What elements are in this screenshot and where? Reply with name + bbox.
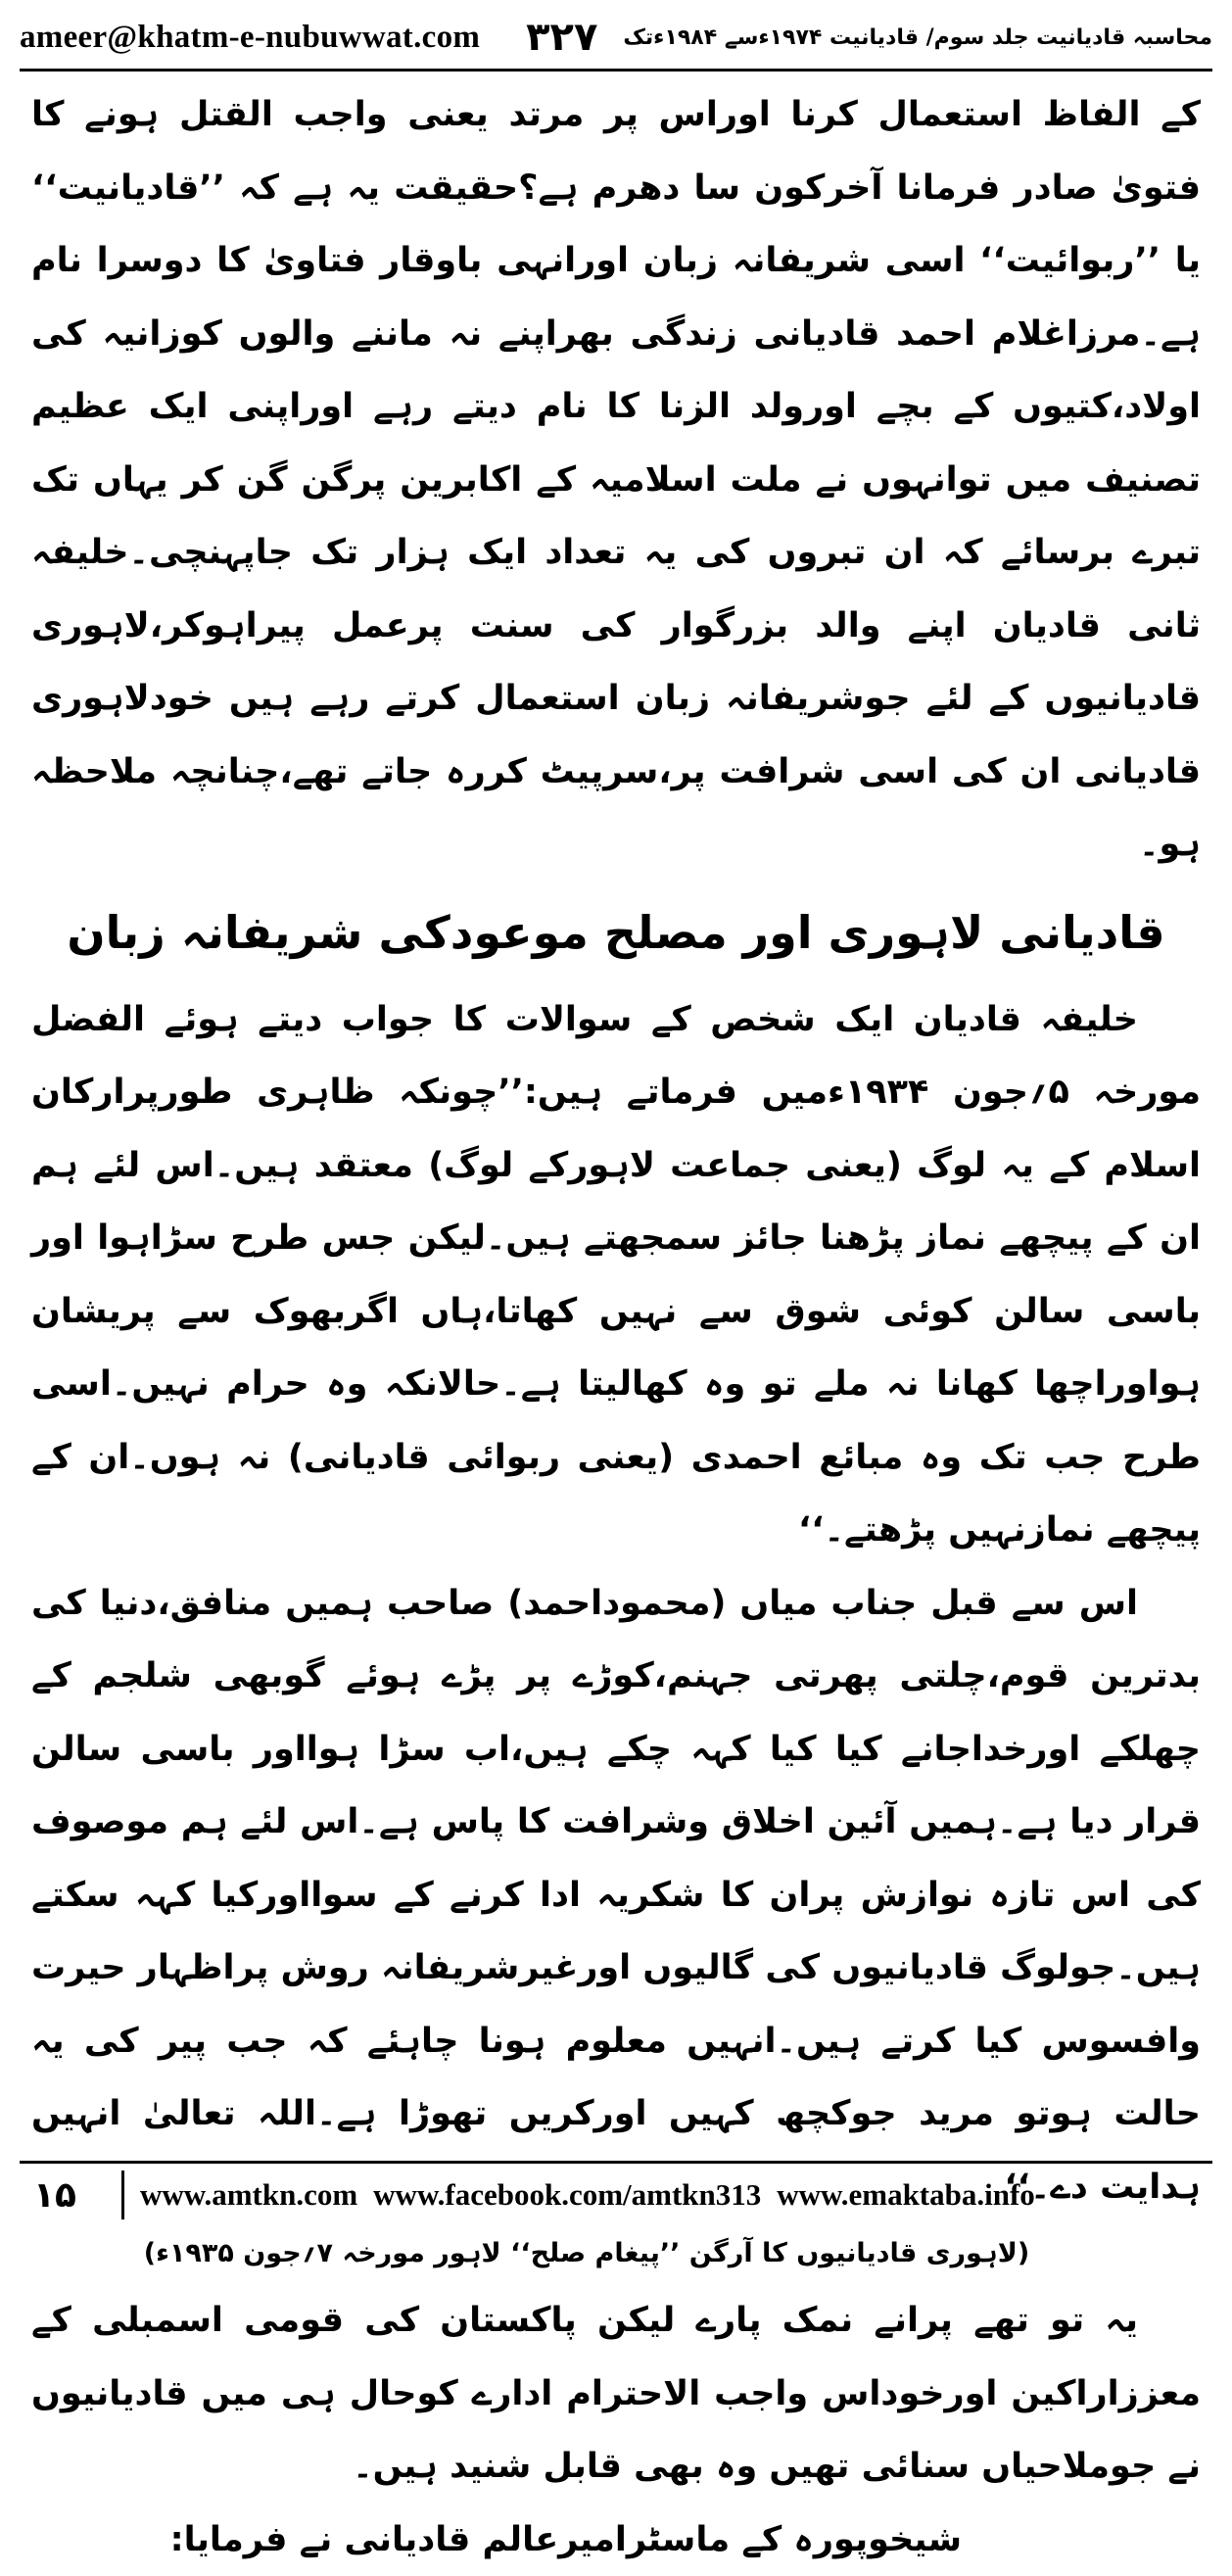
paragraph-intro: کے الفاظ استعمال کرنا اوراس پر مرتد یعنی واجب القتل ہونے کا فتویٰ صادر فرمانا آخرکون سا دھرم ہے؟حقیقت یہ ہے کہ ’’قادیانیت‘‘ یا ’’ربوائیت‘‘ اسی شریفانہ زبان اورانہی باوقار فتاویٰ کا دوسرا نام ہے۔مرزاغلام احمد قادیانی زندگی بھراپنے نہ ماننے والوں کوزانیہ کی اولاد،کتیوں کے بچے اورولد الزنا کا نام دیتے رہے اوراپنی ایک عظیم تصنیف میں توانہوں نے ملت اسلامیہ کے اکابرین پرگن گن کر یہاں تک تبرے برسائے کہ ان تبروں کی یہ تعداد ایک ہزار تک جاپہنچی۔خلیفہ ثانی قادیان اپنے والد بزرگوار کی سنت پرعمل پیراہوکر،لاہوری قادیانیوں کے لئے جوشریفانہ زبان استعمال کرتے رہے ہیں خودلاہوری قادیانی ان کی اسی شرافت پر،سرپیٹ کررہ جاتے تھے،چنانچہ ملاحظہ ہو۔ bbox=[31, 78, 1201, 882]
footer-link-facebook[interactable]: www.facebook.com/amtkn313 bbox=[373, 2177, 761, 2213]
paragraph-assembly: یہ تو تھے پرانے نمک پارے لیکن پاکستان کی قومی اسمبلی کے معززاراکین اورخوداس واجب الاحترام ادارے کوحال ہی میں قادیانیوں نے جوملاحیاں سنائی تھیں وہ بھی قابل شنید ہیں۔ bbox=[31, 2284, 1201, 2504]
footer-rule bbox=[20, 2161, 1212, 2164]
paragraph-quote-khalifa: خلیفہ قادیان ایک شخص کے سوالات کا جواب دیتے ہوئے الفضل مورخہ ۵؍جون ۱۹۳۴ءمیں فرماتے ہیں:’’چونکہ ظاہری طورپرارکان اسلام کے یہ لوگ (یعنی جماعت لاہورکے لوگ) معتقد ہیں۔اس لئے ہم ان کے پیچھے نماز پڑھنا جائز سمجھتے ہیں۔لیکن جس طرح سڑاہوا اور باسی سالن کوئی شوق سے نہیں کھاتا،ہاں اگربھوک سے پریشان ہواوراچھا کھانا نہ ملے تو وہ کھالیتا ہے۔حالانکہ وہ حرام نہیں۔اسی طرح جب تک وہ مبائع احمدی (یعنی ربوائی قادیانی) نہ ہوں۔ان کے پیچھے نمازنہیں پڑھتے۔‘‘ bbox=[31, 983, 1201, 1567]
footer-page-number: ۱۵ bbox=[20, 2175, 121, 2216]
header-rule bbox=[20, 69, 1212, 72]
footer-links bbox=[140, 2177, 1035, 2213]
book-title: محاسبہ قادیانیت جلد سوم/ قادیانیت ۱۹۷۴ءسے ۱۹۸۴ءتک bbox=[623, 25, 1212, 50]
page-footer bbox=[20, 2168, 1212, 2222]
footer-link-emaktaba[interactable]: www.emaktaba.info bbox=[777, 2177, 1035, 2213]
paragraph-response: اس سے قبل جناب میاں (محموداحمد) صاحب ہمیں منافق،دنیا کی بدترین قوم،چلتی پھرتی جہنم،کوڑے پر پڑے ہوئے گوبھی شلجم کے چھلکے اورخداجانے کیا کیا کہہ چکے ہیں،اب سڑا ہوااور باسی سالن قرار دیا ہے۔ہمیں آئین اخلاق وشرافت کا پاس ہے۔اس لئے ہم موصوف کی اس تازہ نوازش پران کا شکریہ ادا کرنے کے سوااورکیا کہہ سکتے ہیں۔جولوگ قادیانیوں کی گالیوں اورغیرشریفانہ روش پراظہار حیرت وافسوس کیا کرتے ہیں۔انہیں معلوم ہونا چاہئے کہ جب پیر کی یہ حالت ہوتو مرید جوکچھ کہیں اورکریں تھوڑا ہے۔اللہ تعالیٰ انہیں ہدایت دے۔‘‘ bbox=[31, 1567, 1201, 2224]
citation: (لاہوری قادیانیوں کا آرگن ’’پیغام صلح‘‘ لاہور مورخہ ۷؍جون ۱۹۳۵ء) bbox=[31, 2223, 1201, 2284]
section-heading: قادیانی لاہوری اور مصلح موعودکی شریفانہ زبان bbox=[31, 882, 1201, 983]
header-right bbox=[526, 15, 1212, 60]
page-header bbox=[20, 8, 1212, 67]
header-page-number: ۳۲۷ bbox=[526, 15, 597, 60]
footer-separator bbox=[121, 2171, 124, 2219]
footer-link-amtkn[interactable]: www.amtkn.com bbox=[140, 2177, 357, 2213]
paragraph-sheikhupura: شیخوپورہ کے ماسٹرامیرعالم قادیانی نے فرمایا: bbox=[31, 2504, 1201, 2576]
header-email[interactable]: ameer@khatm-e-nubuwwat.com bbox=[20, 20, 480, 56]
